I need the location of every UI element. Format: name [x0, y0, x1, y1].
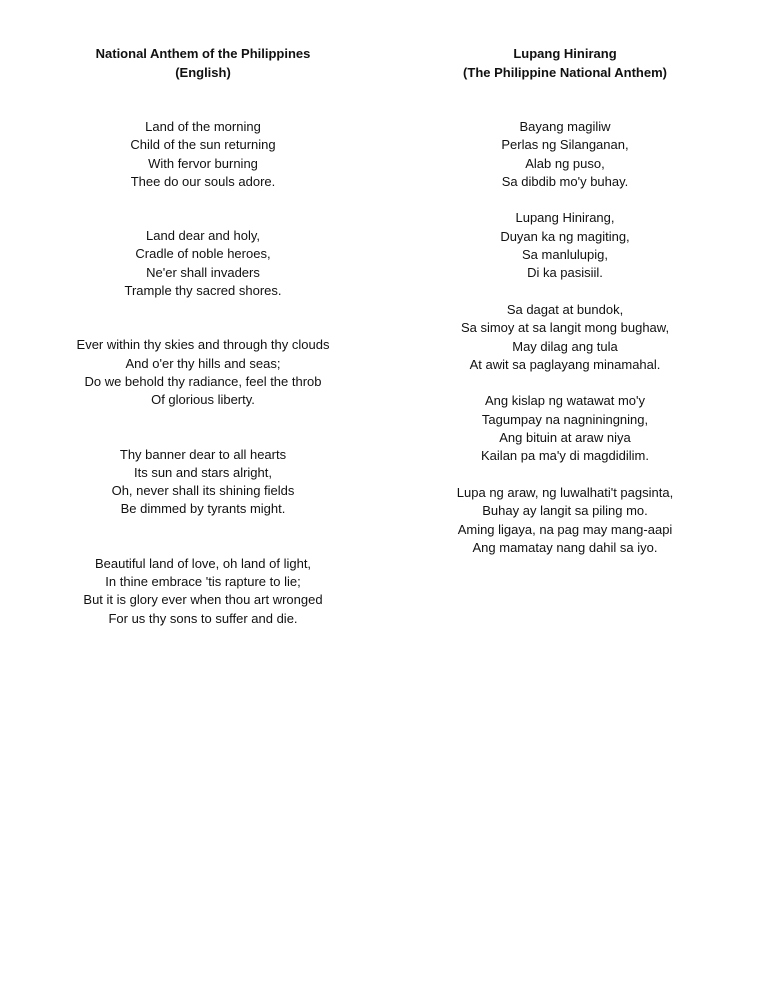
filipino-stanza-5 [390, 484, 740, 557]
english-stanza-2 [28, 227, 378, 300]
verse-line: Alab ng puso, [525, 155, 605, 171]
verse-line: Sa dibdib mo'y buhay. [501, 173, 629, 189]
verse-line: Aming ligaya, na pag may mang-aapi [457, 521, 673, 537]
verse-line: In thine embrace 'tis rapture to lie; [105, 574, 301, 590]
verse-line: Sa dagat at bundok, [506, 301, 624, 317]
verse-line: Its sun and stars alright, [133, 464, 272, 480]
english-stanza-1 [28, 118, 378, 191]
filipino-column [390, 0, 740, 557]
filipino-stanza-3 [390, 301, 740, 374]
verse-line: And o'er thy hills and seas; [125, 355, 281, 371]
verse-line: May dilag ang tula [512, 338, 618, 354]
filipino-title-line: Lupang Hinirang [513, 46, 617, 61]
verse-line: But it is glory ever when thou art wronged [83, 592, 323, 608]
filipino-subtitle-line: (The Philippine National Anthem) [463, 64, 667, 80]
verse-line: Ang kislap ng watawat mo'y [484, 393, 645, 409]
verse-line: Ang bituin at araw niya [499, 430, 631, 446]
verse-line: Perlas ng Silanganan, [501, 137, 629, 153]
verse-line: Ever within thy skies and through thy clouds [76, 337, 330, 353]
english-title-line: National Anthem of the Philippines [95, 46, 311, 61]
filipino-stanza-4 [390, 392, 740, 465]
verse-line: At awit sa paglayang minamahal. [469, 356, 661, 372]
english-column [28, 0, 378, 628]
verse-line: Bayang magiliw [519, 119, 611, 134]
verse-line: Ne'er shall invaders [146, 264, 260, 280]
verse-line: Buhay ay langit sa piling mo. [482, 503, 648, 519]
english-stanza-5 [28, 555, 378, 628]
verse-line: Di ka pasisiil. [527, 265, 603, 281]
verse-line: Thee do our souls adore. [130, 173, 276, 189]
verse-line: Child of the sun returning [130, 137, 276, 153]
verse-line: Do we behold thy radiance, feel the throb [84, 373, 322, 389]
verse-line: Sa manlulupig, [522, 247, 608, 263]
verse-line: Lupang Hinirang, [515, 210, 615, 226]
verse-line: Of glorious liberty. [151, 392, 255, 408]
verse-line: Oh, never shall its shining fields [111, 483, 295, 499]
english-stanza-4 [28, 446, 378, 519]
verse-line: Be dimmed by tyrants might. [120, 501, 286, 517]
verse-line: Land of the morning [145, 119, 261, 134]
english-subtitle-line: (English) [175, 64, 231, 80]
verse-line: With fervor burning [148, 155, 258, 171]
english-title [28, 45, 378, 82]
verse-line: Thy banner dear to all hearts [119, 446, 287, 462]
verse-line: Sa simoy at sa langit mong bughaw, [460, 320, 670, 336]
filipino-title [390, 45, 740, 82]
verse-line: Tagumpay na nagniningning, [481, 411, 649, 427]
verse-line: Trample thy sacred shores. [124, 283, 282, 299]
verse-line: Beautiful land of love, oh land of light, [94, 555, 312, 571]
verse-line: Lupa ng araw, ng luwalhati't pagsinta, [456, 484, 674, 500]
verse-line: For us thy sons to suffer and die. [108, 610, 298, 626]
verse-line: Cradle of noble heroes, [135, 246, 271, 262]
filipino-stanza-1 [390, 118, 740, 191]
verse-line: Land dear and holy, [146, 228, 260, 244]
verse-line: Ang mamatay nang dahil sa iyo. [472, 539, 658, 555]
filipino-stanza-2 [390, 209, 740, 282]
verse-line: Kailan pa ma'y di magdidilim. [481, 448, 649, 464]
english-stanza-3 [28, 336, 378, 409]
verse-line: Duyan ka ng magiting, [500, 228, 630, 244]
